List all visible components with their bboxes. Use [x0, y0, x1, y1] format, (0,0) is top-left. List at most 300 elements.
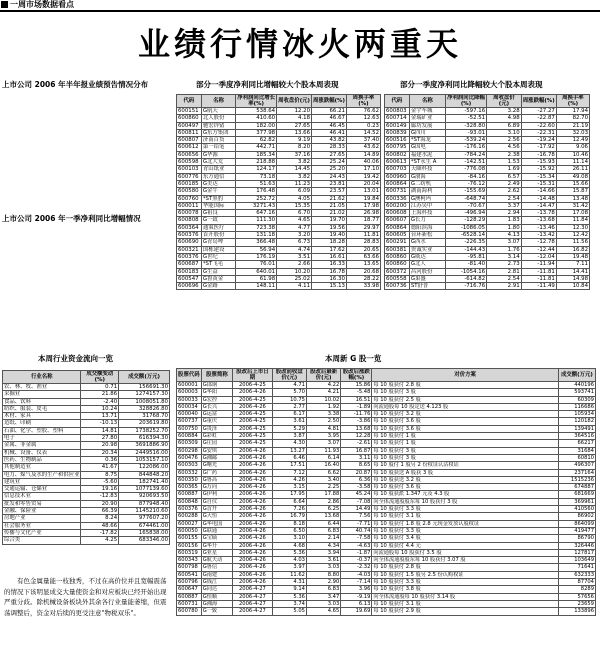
table-cell: G湘邮	[201, 454, 233, 461]
table-cell: 76.62	[346, 108, 380, 115]
table-cell: -7.08	[341, 498, 372, 505]
table-cell: 600321	[177, 246, 202, 253]
table-cell: -13.42	[521, 232, 556, 239]
table-row	[385, 173, 590, 180]
table-row	[177, 542, 596, 549]
table-cell: -11.76	[341, 411, 372, 418]
table-cell: G华电国	[201, 520, 233, 527]
table-row	[177, 469, 596, 476]
table-row	[385, 217, 590, 224]
table-cell: 600860	[177, 115, 202, 122]
table-cell: -12.78	[521, 239, 556, 246]
table-cell: 538.64	[236, 108, 277, 115]
table-cell: 600848	[177, 498, 202, 505]
table-row	[177, 210, 381, 217]
table-cell: 252.72	[236, 195, 277, 202]
table-cell: 20.90	[81, 500, 119, 507]
table-cell: 2449516.00	[119, 449, 170, 456]
table-cell: 26.98	[346, 210, 380, 217]
table-cell: 600027	[177, 520, 202, 527]
table-cell: 4.25	[81, 537, 119, 544]
table-cell: 8.24	[81, 515, 119, 522]
table-cell: 116686	[558, 403, 595, 410]
table-cell: 496307	[558, 462, 595, 469]
table-cell: 6.44	[306, 520, 340, 527]
table-cell: 2.49	[487, 180, 522, 187]
table-cell: 16.79	[272, 513, 306, 520]
table-cell: 6.83	[306, 586, 340, 593]
table-cell: G祖良	[201, 210, 235, 217]
table-cell: -539.24	[445, 137, 486, 144]
table-cell: G长兴	[201, 403, 233, 410]
table-cell: 66.39	[81, 508, 119, 515]
table-cell: 每 10 股获付 3.1 股	[372, 600, 558, 607]
table-cell: 3.07	[487, 239, 522, 246]
table-cell: 600376	[177, 506, 202, 513]
table-cell: 19.40	[312, 232, 347, 239]
table-cell: 21.86	[81, 391, 119, 398]
table-cell: 2006-4-25	[233, 418, 272, 425]
table-cell: 127817	[558, 549, 595, 556]
table-row	[385, 232, 590, 239]
table-cell: 6.09	[277, 188, 312, 195]
table-cell: 1.92	[306, 403, 340, 410]
table-cell: 11.56	[556, 239, 589, 246]
table-row	[177, 535, 596, 542]
table-cell: 600776	[177, 173, 202, 180]
table-cell: -7.14	[341, 579, 372, 586]
table-cell: G北人	[409, 261, 445, 268]
table-cell: 600001	[177, 382, 202, 389]
table-cell: 683346.00	[119, 537, 170, 544]
table-cell: 8.80	[306, 571, 340, 578]
table-cell: 600298	[177, 447, 202, 454]
table-cell: 19.56	[312, 224, 347, 231]
table-cell: 2006-4-25	[233, 425, 272, 432]
table-cell: 600343	[177, 557, 202, 564]
table-cell: -22.60	[521, 122, 556, 129]
table-cell: 2.86	[306, 498, 340, 505]
table-cell: 600151	[177, 108, 202, 115]
table-cell: 14.52	[346, 129, 380, 136]
table-cell: 182741.40	[119, 478, 170, 485]
table-cell: G重庆	[201, 418, 233, 425]
table-cell: 综合类	[3, 537, 81, 544]
table-cell: 3.11	[341, 454, 372, 461]
table-row	[3, 493, 170, 500]
table-cell: 3.28	[487, 108, 522, 115]
table-cell: 29.97	[346, 224, 380, 231]
table-cell: 6.17	[272, 411, 306, 418]
table-cell: 台环新松	[409, 232, 445, 239]
table-cell: 410.60	[236, 115, 277, 122]
table-cell: 6.89	[487, 122, 522, 129]
table-row	[177, 239, 381, 246]
table-cell: 600687	[177, 261, 202, 268]
table-cell: 15.66	[556, 180, 589, 187]
table-cell: -6528.14	[445, 232, 486, 239]
table-cell: 20.34	[81, 449, 119, 456]
table-row	[177, 202, 381, 209]
table-cell: 56.94	[236, 246, 277, 253]
table-cell: 6.46	[272, 454, 306, 461]
table-cell: -76.12	[445, 180, 486, 187]
table-cell: 10.75	[272, 396, 306, 403]
table-cell: 600040	[177, 411, 202, 418]
table-cell: 165838.00	[119, 529, 170, 536]
table-cell: 17.94	[556, 108, 589, 115]
table-cell: 电子	[3, 435, 81, 442]
table-cell: 51.63	[236, 180, 277, 187]
table-row	[177, 462, 596, 469]
table-cell: 4.31	[272, 579, 306, 586]
table-cell: 2.56	[487, 137, 522, 144]
table-cell: 25.02	[277, 275, 312, 282]
table-cell: 410560	[558, 506, 595, 513]
table-cell: 16.33	[312, 261, 347, 268]
table-cell: 每 10 股获付 3.3 股	[372, 579, 558, 586]
table-cell: 造纸、印刷	[3, 420, 81, 427]
table-cell: ST舒普	[409, 283, 445, 290]
col-header: 周涨跌幅(%)	[521, 95, 556, 108]
table-cell: 1053157.10	[119, 456, 170, 463]
table-cell: G南建	[201, 571, 233, 578]
table-cell: 2006-4-26	[233, 513, 272, 520]
table-cell: 600309	[177, 440, 202, 447]
table-cell: 27.65	[277, 122, 312, 129]
table-row	[3, 537, 170, 544]
table-cell: -2.32	[341, 564, 372, 571]
col-header: 名称	[409, 95, 445, 108]
table-cell: -1054.16	[445, 268, 486, 275]
table-cell: -11.49	[521, 283, 556, 290]
table-cell: -12.83	[81, 493, 119, 500]
table-cell: 3.82	[277, 173, 312, 180]
increase-table-header	[177, 95, 381, 108]
table-cell: 3.61	[306, 557, 340, 564]
table-row	[177, 506, 596, 513]
table-cell: 10.24	[81, 405, 119, 412]
table-cell: 19.70	[312, 217, 347, 224]
table-cell: -95.81	[445, 253, 486, 260]
table-cell: G华源	[201, 151, 235, 158]
industry-table-title: 本周行业资金流向一览	[38, 354, 113, 363]
table-cell: -3.86	[341, 418, 372, 425]
table-cell: 华能国际	[201, 202, 235, 209]
table-cell: 600003	[177, 389, 202, 396]
table-cell: 600376	[177, 232, 202, 239]
table-cell: 640.01	[236, 268, 277, 275]
col-header: 代码	[385, 95, 410, 108]
table-cell: 13.48	[556, 195, 589, 202]
decrease-table-wrap	[384, 94, 590, 290]
table-cell: G首开	[201, 506, 233, 513]
table-cell: 600714	[385, 115, 410, 122]
table-row	[3, 456, 170, 463]
table-cell: 3.51	[277, 253, 312, 260]
col-header: 股改前收盘价(元)	[272, 369, 306, 382]
table-cell: 16.61	[312, 253, 347, 260]
table-cell: 4.81	[306, 425, 340, 432]
table-cell: 328826.80	[119, 405, 170, 412]
table-cell: 2.50	[306, 418, 340, 425]
table-cell: 111.30	[236, 217, 277, 224]
table-cell: 向全体流通股每 10 股获付 3.14 股	[372, 593, 558, 600]
table-cell: 2006-4-26	[233, 469, 272, 476]
table-cell: 2006-4-26	[233, 476, 272, 483]
table-row	[3, 500, 170, 507]
table-cell: 首开股份	[201, 232, 235, 239]
table-row	[177, 159, 381, 166]
table-row	[177, 520, 596, 527]
table-cell: 6.70	[277, 210, 312, 217]
table-cell: 2006-4-26	[233, 498, 272, 505]
table-cell: 600798	[177, 564, 202, 571]
table-cell: 600613	[385, 159, 410, 166]
table-cell: 0.71	[81, 384, 119, 391]
table-cell: 每 10 股获送 A 股获 3 股	[372, 469, 558, 476]
table-row	[177, 571, 596, 578]
table-cell: G宝硕	[201, 535, 233, 542]
table-cell: 8.18	[272, 520, 306, 527]
table-cell: 2.54	[487, 195, 522, 202]
table-cell: -496.94	[445, 210, 486, 217]
table-cell: 石油、化学、塑胶、塑料	[3, 427, 81, 434]
table-cell: 6.13	[341, 600, 372, 607]
table-cell: -22.87	[521, 115, 556, 122]
table-cell: -12.04	[521, 253, 556, 260]
table-cell: *ST飞毛	[201, 261, 235, 268]
table-row	[177, 498, 596, 505]
table-cell: 10.46	[556, 151, 589, 158]
table-cell: 1274157.30	[119, 391, 170, 398]
table-cell: 向全体流通股股东每 10 股获付 3.07 股	[372, 557, 558, 564]
table-cell: 5.70	[272, 389, 306, 396]
table-cell: 60810	[558, 454, 595, 461]
table-cell: G国电	[409, 144, 445, 151]
table-cell: 3.15	[272, 484, 306, 491]
table-row	[177, 418, 596, 425]
table-cell: *ST永生 A	[409, 159, 445, 166]
table-cell: 600696	[177, 283, 202, 290]
table-cell: 3.40	[306, 476, 340, 483]
table-cell: 3.07	[306, 440, 340, 447]
table-cell: 40.74	[341, 527, 372, 534]
table-cell: 600200	[385, 202, 410, 209]
table-cell: 向流通股每 10 股获付 3.5 股	[372, 549, 558, 556]
table-cell: 600736	[385, 283, 410, 290]
table-cell: G恒顺	[201, 593, 233, 600]
table-cell: 14.49	[341, 506, 372, 513]
table-cell: 12.30	[556, 224, 589, 231]
table-cell: 金融、保险业	[3, 508, 81, 515]
table-cell: 16.30	[312, 275, 347, 282]
table-cell: G安琪	[201, 447, 233, 454]
table-row	[3, 449, 170, 456]
table-cell: 600750	[177, 425, 202, 432]
table-cell: 3.20	[277, 232, 312, 239]
table-cell: 19.69	[341, 608, 372, 615]
table-cell: 3.94	[306, 549, 340, 556]
table-cell: -776.08	[445, 166, 486, 173]
table-cell: 每 10 股获付 3.8 股	[372, 586, 558, 593]
table-cell: -13.46	[521, 224, 556, 231]
col-header: 成交额(万元)	[558, 369, 595, 382]
table-cell: 45.24	[341, 491, 372, 498]
decrease-table-header	[385, 95, 590, 108]
table-cell: 5.36	[272, 549, 306, 556]
table-cell: 419477	[558, 527, 595, 534]
table-cell: 600558	[385, 275, 410, 282]
table-cell: 600887	[177, 491, 202, 498]
table-cell: 600156	[177, 542, 202, 549]
decrease-table	[384, 94, 590, 290]
table-cell: 1008051.80	[119, 398, 170, 405]
table-row	[385, 224, 590, 231]
table-cell: 4.22	[306, 382, 340, 389]
table-cell: 建筑业	[3, 478, 81, 485]
table-cell: 2006-4-26	[233, 549, 272, 556]
table-cell: 1.53	[487, 159, 522, 166]
table-cell: 4.65	[306, 608, 340, 615]
table-cell: G西水	[409, 239, 445, 246]
table-cell: -15.92	[521, 166, 556, 173]
table-row	[385, 202, 590, 209]
table-cell: 16.78	[312, 268, 347, 275]
table-cell: 3.37	[487, 202, 522, 209]
table-cell: 600376	[177, 253, 202, 260]
table-cell: 17.98	[346, 202, 380, 209]
table-row	[385, 115, 590, 122]
table-cell: 驰宏锌锗	[201, 122, 235, 129]
table-cell: 600860	[385, 253, 410, 260]
table-cell: 3.96	[341, 586, 372, 593]
table-cell: 东方通信	[201, 173, 235, 180]
table-cell: 21.19	[556, 122, 589, 129]
table-cell: 442.71	[236, 144, 277, 151]
table-cell: -15.31	[521, 180, 556, 187]
table-cell: G四川	[409, 129, 445, 136]
table-row	[177, 108, 381, 115]
table-cell: 采掘业	[3, 391, 81, 398]
col-header: 成交额变动(%)	[81, 371, 119, 384]
table-cell: 48.66	[81, 522, 119, 529]
table-cell: 13.66	[277, 129, 312, 136]
table-cell: -784.24	[445, 151, 486, 158]
table-cell: 4.30	[272, 440, 306, 447]
table-cell: 4.77	[277, 224, 312, 231]
table-cell: G湘海	[201, 600, 233, 607]
table-cell: -93.01	[445, 129, 486, 136]
table-cell: 6.36	[341, 476, 372, 483]
table-cell: 3.74	[272, 600, 306, 607]
table-cell: G果盛	[409, 275, 445, 282]
table-cell: G鲁高	[201, 476, 233, 483]
table-row	[385, 166, 590, 173]
table-cell: 600884	[177, 433, 202, 440]
table-cell: 2006-4-25	[233, 440, 272, 447]
table-cell: 3.03	[306, 564, 340, 571]
table-cell: *ST黑豹	[201, 195, 235, 202]
table-cell: -226.35	[445, 239, 486, 246]
table-cell: 182.00	[236, 122, 277, 129]
table-row	[385, 137, 590, 144]
table-cell: 20.87	[341, 469, 372, 476]
table-cell: 33.98	[346, 283, 380, 290]
table-row	[385, 129, 590, 136]
table-row	[385, 246, 590, 253]
table-cell: 每 10 股获付 4.4 元	[372, 542, 558, 549]
table-cell: 326446	[558, 542, 595, 549]
table-row	[3, 471, 170, 478]
table-cell: 2006-4-25	[233, 433, 272, 440]
table-row	[177, 579, 596, 586]
half-year-forecast-chart-area	[2, 92, 170, 208]
table-cell: 28.83	[346, 239, 380, 246]
table-cell: 向流通股每 10 股定送 4.123 股	[372, 403, 558, 410]
industry-table-wrap	[2, 370, 170, 545]
table-cell: 131.18	[236, 232, 277, 239]
table-row	[177, 564, 596, 571]
table-cell: 37.16	[277, 151, 312, 158]
table-cell: 600612	[177, 144, 202, 151]
table-cell: 723.38	[236, 224, 277, 231]
table-cell: 600336	[385, 195, 410, 202]
table-row	[177, 283, 381, 290]
table-cell: 江苏吴中	[409, 202, 445, 209]
table-cell: 600598	[177, 159, 202, 166]
table-cell: 21.05	[312, 202, 347, 209]
table-cell: G万向	[201, 484, 233, 491]
table-cell: G生益	[201, 268, 235, 275]
table-cell: -5.48	[341, 389, 372, 396]
table-cell: 21.02	[312, 210, 347, 217]
table-cell: G航天	[201, 108, 235, 115]
table-cell: 每 10 股获付 2.9 股	[372, 608, 558, 615]
table-cell: 10.02	[306, 396, 340, 403]
table-row	[385, 239, 590, 246]
table-cell: 每 10 股获付 1 股	[372, 440, 558, 447]
table-cell: 0.36	[81, 456, 119, 463]
table-cell: -144.43	[445, 246, 486, 253]
table-cell: 2.38	[487, 151, 522, 158]
table-cell: 5.36	[272, 593, 306, 600]
half-year-forecast-title: 上市公司 2006 年半年报业绩预告情况分布	[2, 80, 149, 89]
table-row	[177, 396, 596, 403]
table-row	[3, 529, 170, 536]
table-cell: 2006-4-26	[233, 462, 272, 469]
table-cell: 13.01	[346, 188, 380, 195]
table-row	[385, 188, 590, 195]
table-cell: 信息技术业	[3, 493, 81, 500]
table-row	[177, 484, 596, 491]
table-cell: 2.25	[306, 484, 340, 491]
table-row	[177, 608, 596, 615]
table-cell: G鲁黄金	[201, 275, 235, 282]
col-header: 周换手率(%)	[556, 95, 589, 108]
table-cell: 3271.43	[236, 202, 277, 209]
square-bullet-icon	[1, 1, 8, 8]
table-cell: -52.51	[445, 115, 486, 122]
commentary-paragraph: 有色金属量能一枝独秀，不过在高价位并且宽幅震荡的情况下该明显成交大量使资金和对应板块已经开始出现严重分歧。除机械设备板块外其余各行业量能萎缩，但震荡调整后，资金对后续的更受注意"物税双乐"。	[4, 577, 167, 617]
col-header: 行业名称	[3, 371, 81, 384]
col-header: 股票代码	[177, 369, 202, 382]
table-cell: 11.62	[272, 571, 306, 578]
table-cell: 2.14	[306, 535, 340, 542]
table-cell: 49.08	[556, 173, 589, 180]
table-row	[177, 433, 596, 440]
table-cell: 20.65	[346, 246, 380, 253]
